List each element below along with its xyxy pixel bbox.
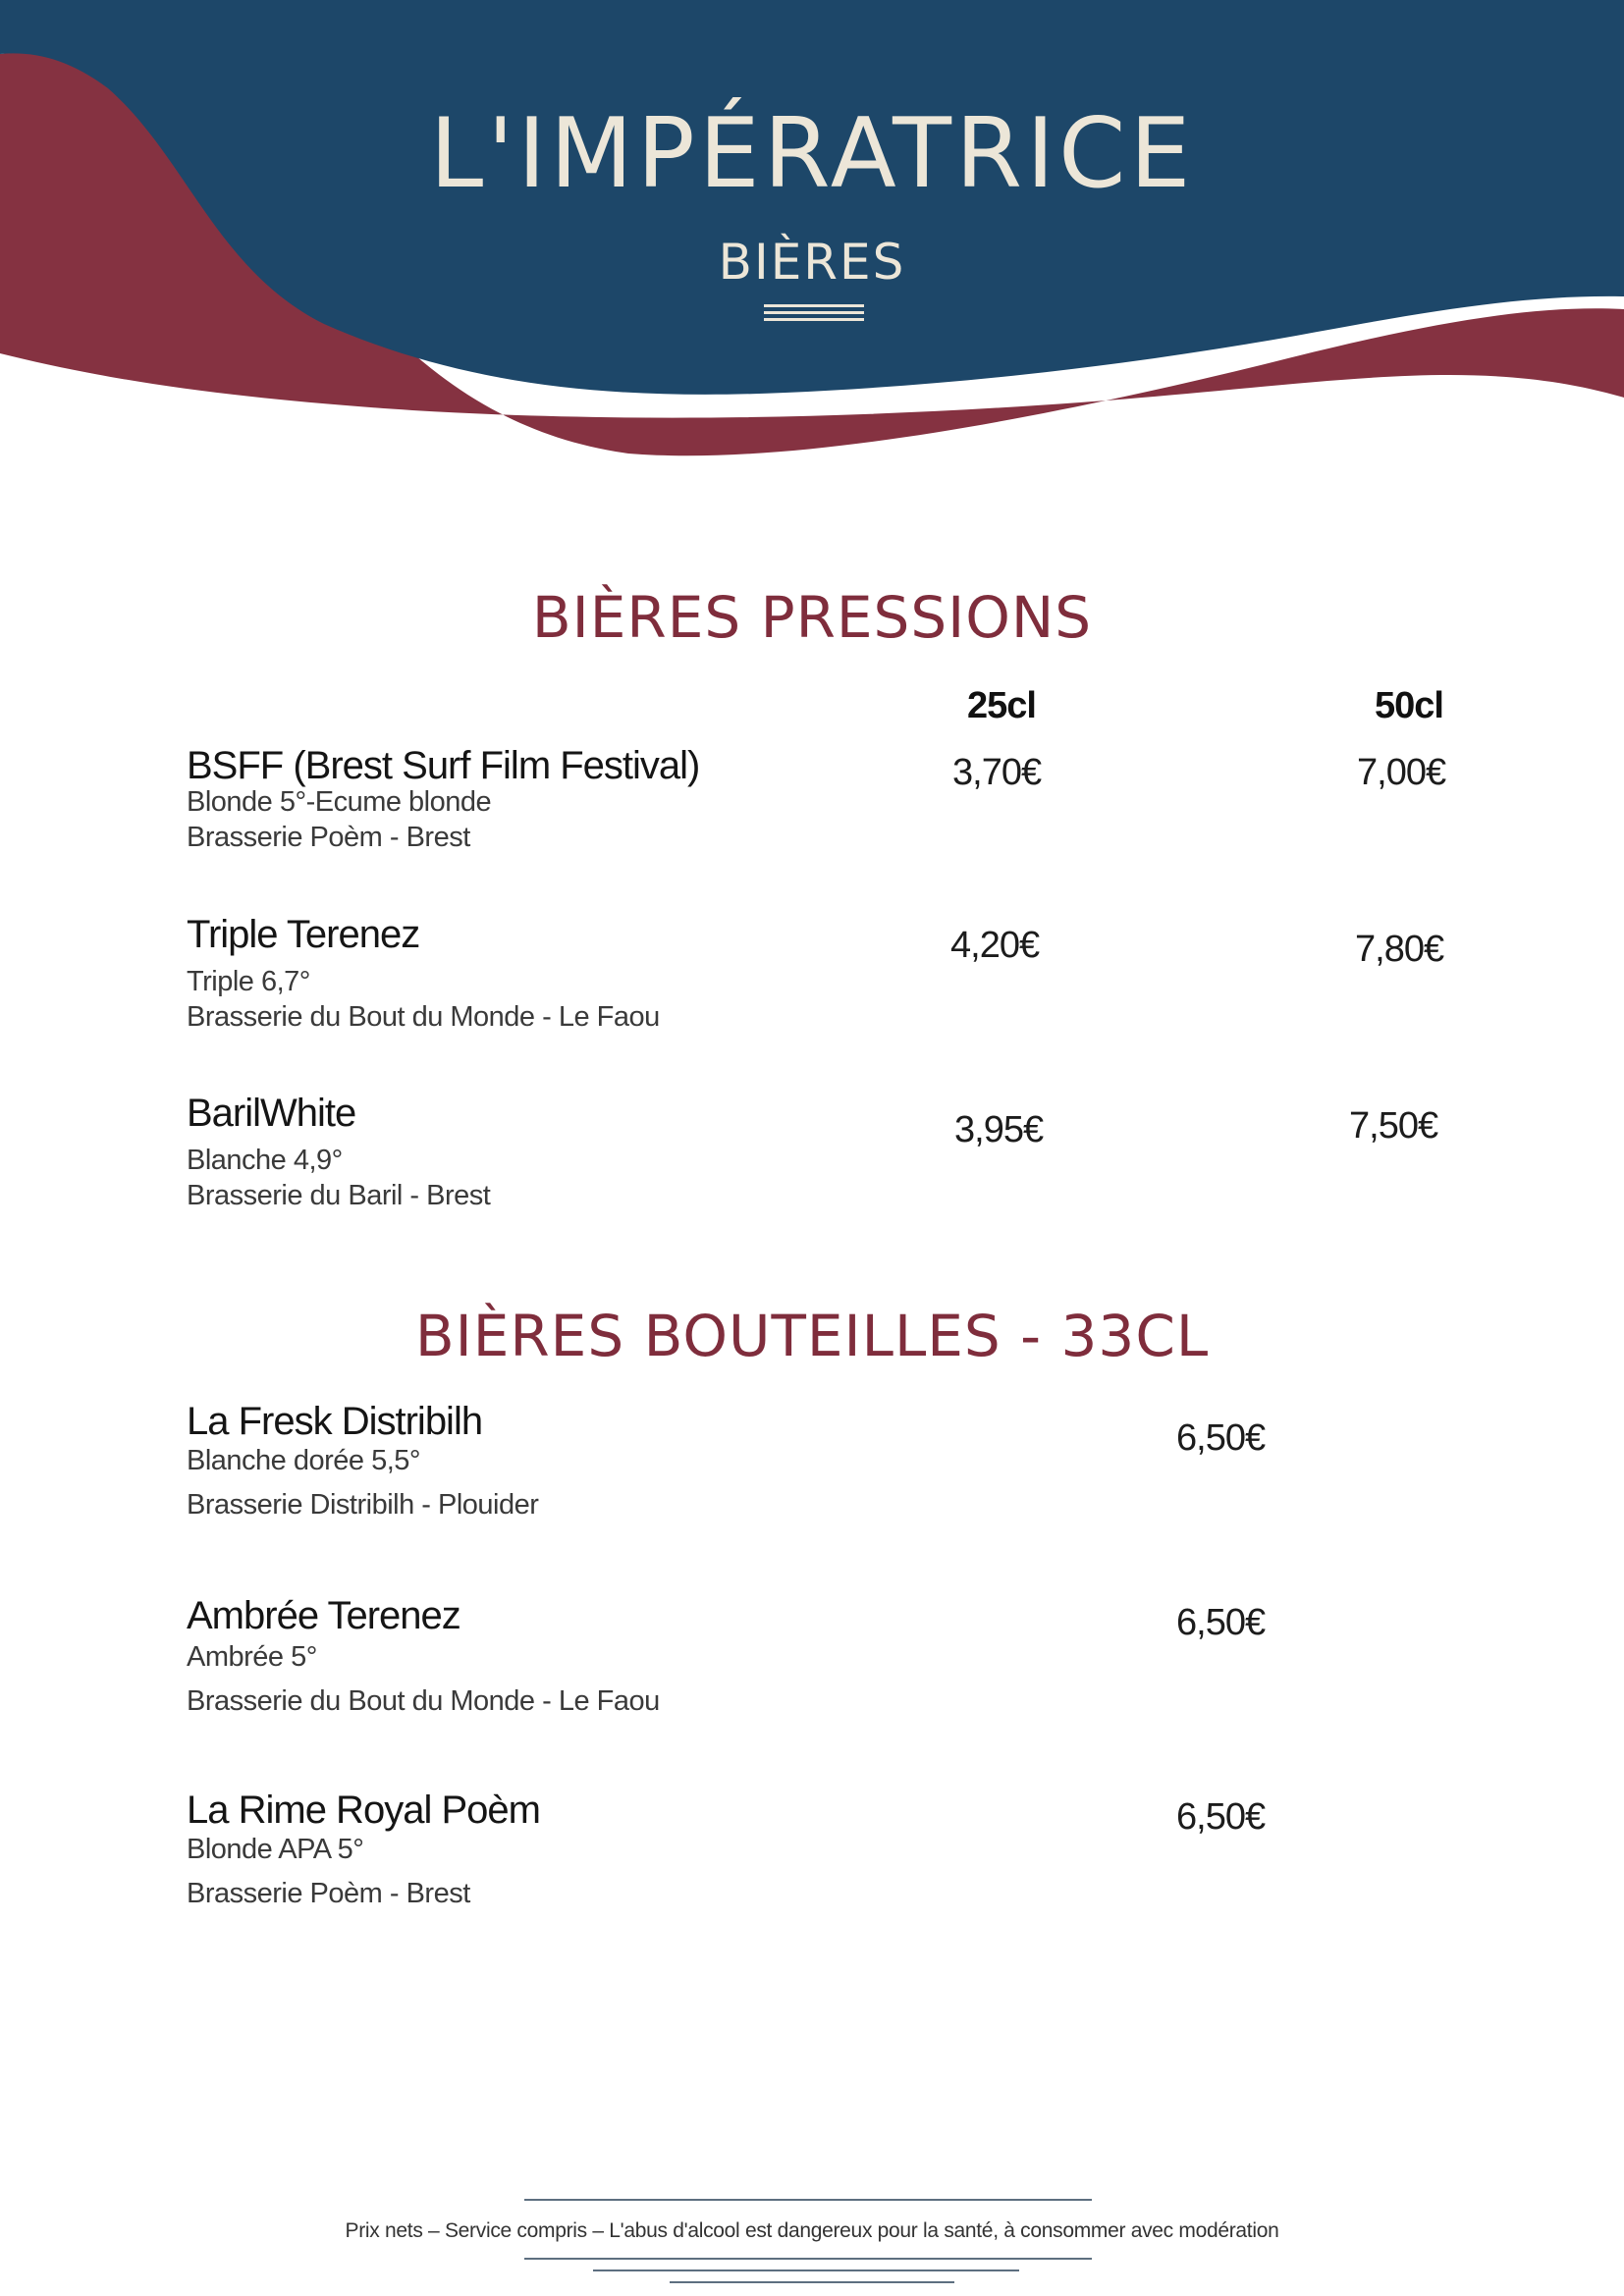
price-25cl: 3,70€: [952, 752, 1042, 793]
beer-brewery: Brasserie Poèm - Brest: [187, 822, 470, 853]
footer-legal-notice: Prix nets – Service compris – L'abus d'alcool est dangereux pour la santé, à consommer avec modération: [345, 2219, 1279, 2242]
price-25cl: 4,20€: [950, 925, 1040, 966]
beer-style: Blonde 5°-Ecume blonde: [187, 786, 492, 818]
beer-name: La Fresk Distribilh: [187, 1400, 483, 1443]
beer-name: Triple Terenez: [187, 913, 420, 956]
footer-rule-3: [670, 2281, 954, 2283]
price-33cl: 6,50€: [1176, 1417, 1266, 1459]
beer-brewery: Brasserie du Bout du Monde - Le Faou: [187, 1685, 660, 1717]
beer-style: Blanche dorée 5,5°: [187, 1445, 420, 1476]
draft-section-title: BIÈRES PRESSIONS: [531, 584, 1093, 651]
beer-style: Blonde APA 5°: [187, 1834, 364, 1865]
price-33cl: 6,50€: [1176, 1796, 1266, 1838]
beer-name: Ambrée Terenez: [187, 1594, 460, 1637]
menu-category-title: BIÈRES: [718, 234, 906, 291]
price-50cl: 7,00€: [1357, 752, 1446, 793]
col-header-25cl: 25cl: [967, 685, 1036, 726]
beer-brewery: Brasserie du Baril - Brest: [187, 1180, 491, 1211]
footer-rule-1: [524, 2258, 1092, 2260]
beer-name: La Rime Royal Poèm: [187, 1789, 540, 1832]
footer-rule-top: [524, 2199, 1092, 2201]
title-underline-ornament: [764, 304, 864, 320]
price-50cl: 7,80€: [1355, 929, 1444, 970]
beer-style: Ambrée 5°: [187, 1641, 317, 1673]
beer-name: BSFF (Brest Surf Film Festival): [187, 744, 700, 787]
beer-brewery: Brasserie Distribilh - Plouider: [187, 1489, 539, 1521]
bottles-section-title: BIÈRES BOUTEILLES - 33CL: [414, 1303, 1210, 1369]
beer-style: Blanche 4,9°: [187, 1145, 343, 1176]
price-33cl: 6,50€: [1176, 1602, 1266, 1643]
restaurant-name: L'IMPÉRATRICE: [429, 98, 1195, 210]
price-50cl: 7,50€: [1349, 1105, 1438, 1147]
beer-brewery: Brasserie Poèm - Brest: [187, 1878, 470, 1909]
beer-style: Triple 6,7°: [187, 966, 310, 997]
footer-rule-2: [593, 2269, 1019, 2271]
col-header-50cl: 50cl: [1375, 685, 1443, 726]
price-25cl: 3,95€: [954, 1109, 1044, 1150]
beer-brewery: Brasserie du Bout du Monde - Le Faou: [187, 1001, 660, 1033]
beer-name: BarilWhite: [187, 1092, 356, 1135]
